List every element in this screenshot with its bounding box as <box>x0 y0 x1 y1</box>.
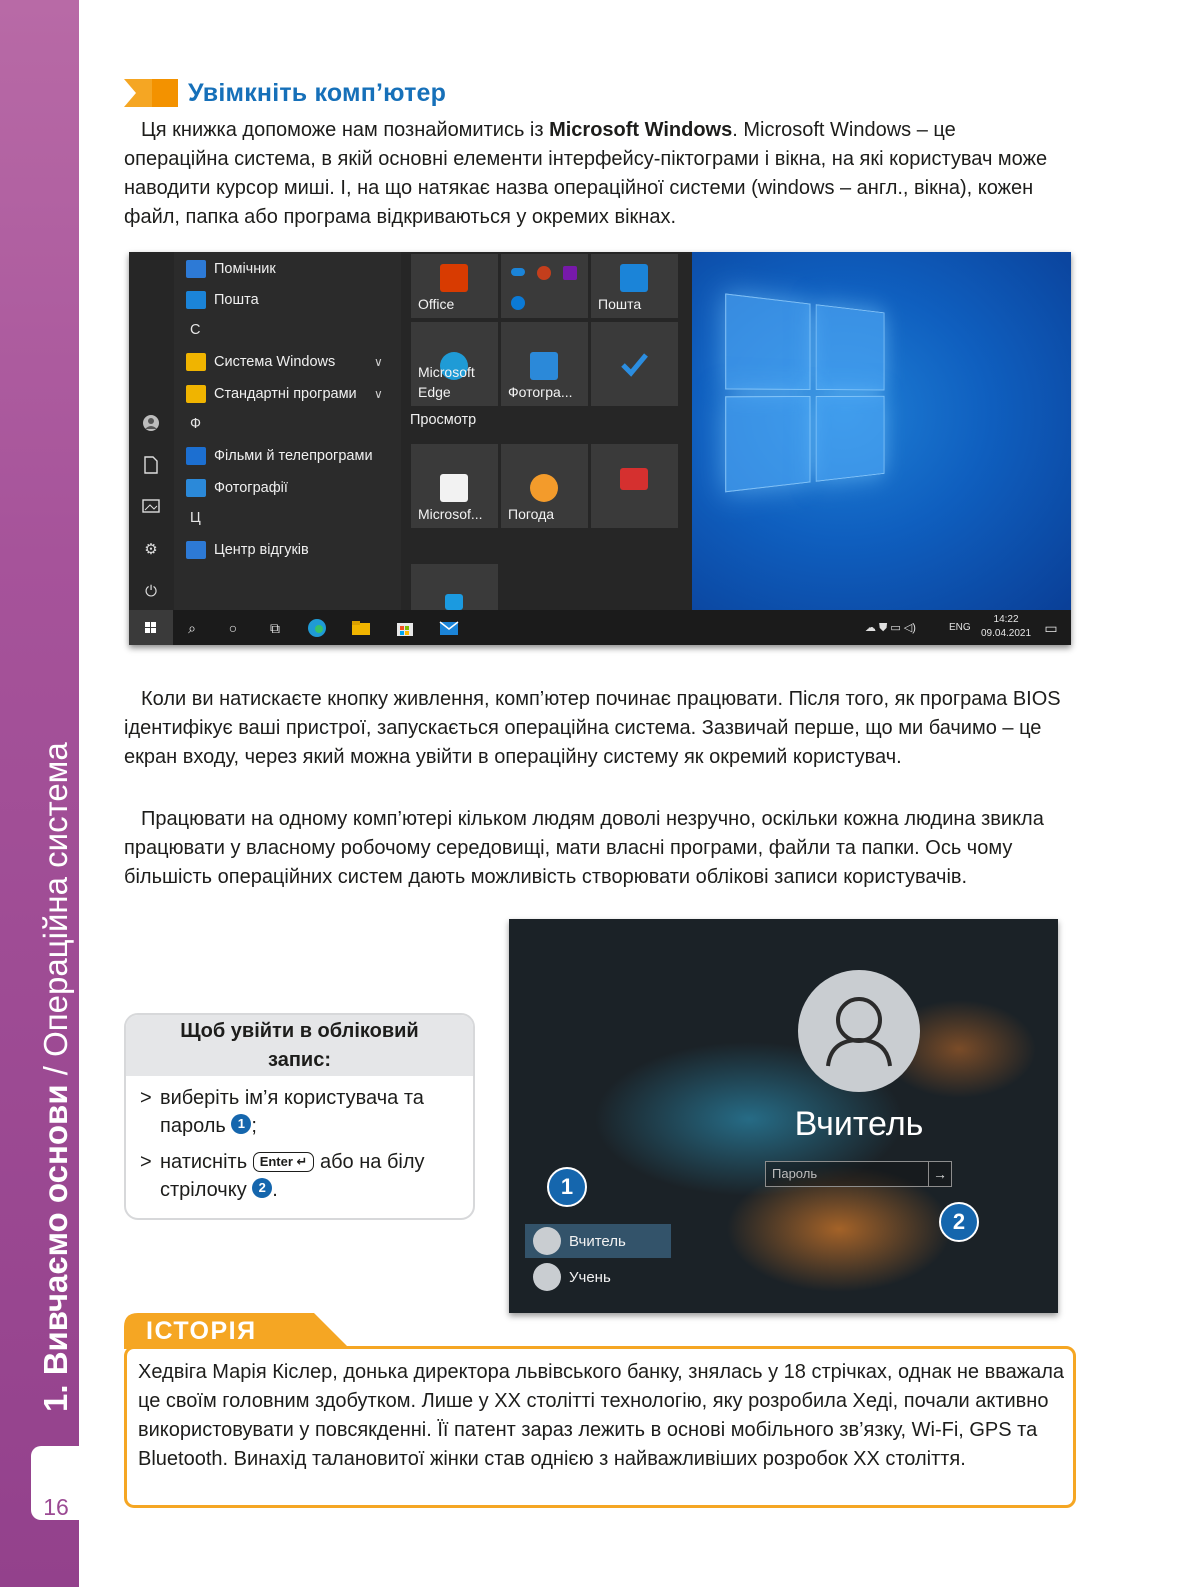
app-icon <box>445 594 463 610</box>
app-label: Фільми й телепрограми <box>214 448 373 464</box>
power-icon[interactable]: ⏻ <box>145 583 157 600</box>
start-button[interactable] <box>129 610 173 645</box>
user-label: Вчитель <box>569 1232 626 1250</box>
app-item-feedback[interactable] <box>186 538 309 562</box>
office-icon <box>440 264 468 292</box>
intro-paragraph <box>124 116 1064 232</box>
pictures-icon[interactable] <box>141 498 161 518</box>
tile-mail[interactable] <box>591 254 678 318</box>
chapter-title-rest: / Операційна система <box>37 742 74 1085</box>
skype-icon <box>511 296 525 310</box>
app-label: Помічник <box>214 261 276 277</box>
folder-icon <box>186 353 206 371</box>
chapter-title <box>36 742 76 1412</box>
step-1-badge: 1 <box>231 1114 251 1134</box>
app-label: Стандартні програми <box>214 386 357 402</box>
news-icon <box>620 468 648 490</box>
mail-icon <box>186 291 206 309</box>
history-text: Хедвіга Марія Кіслер, донька директора львівського банку, знялась у 18 стрічках, однак не вважала це своїм головним здобутком. Лише у XX столітті технологію, яку розробила Хеді, почали активно використовувати у повсякденні. Її патент зараз лежить в основі мобільного зв’язку, Wi-Fi, GPS та Bluetooth. Винахід талановитої жінки став однією з найважливіших розробок XX століття. <box>138 1361 1065 1470</box>
instruction-text: або на білу стрілочку <box>160 1151 425 1201</box>
instruction-title: Щоб увійти в обліковий запис: <box>126 1015 473 1078</box>
tile-label: Фотогра... <box>508 384 573 400</box>
user-label: Учень <box>569 1268 611 1286</box>
power-paragraph <box>124 685 1064 772</box>
task-view-icon[interactable]: ⧉ <box>270 620 280 636</box>
instruction-item-2: > натисніть Enter ↵ або на білу стрілочку 2 . <box>140 1151 425 1201</box>
tile-office-apps[interactable] <box>501 254 588 318</box>
section-heading <box>124 76 446 110</box>
step-2-badge: 2 <box>252 1178 272 1198</box>
app-label: Система Windows <box>214 354 336 370</box>
user-avatar-icon <box>533 1227 561 1255</box>
login-user-name: Вчитель <box>794 1105 924 1143</box>
intro-rest: . Microsoft Windows – це операційна система, в якій основні елементи інтерфейсу-піктограми і вікна, на які користувач може наводити курсор миші. І, на що натякає назва операційної системи (windows – англ., вікна), кожен файл, папка або програма відкриваються у окремих вікнах. <box>124 119 1048 228</box>
tile-label: Office <box>418 296 455 312</box>
tile-group-label: Просмотр <box>410 412 477 428</box>
history-label: ІСТОРІЯ <box>146 1317 257 1345</box>
windows-icon <box>129 610 173 645</box>
intro-bold: Microsoft Windows <box>549 119 733 141</box>
folder-icon <box>186 385 206 403</box>
instruction-list <box>126 1078 473 1204</box>
feedback-icon <box>186 541 206 559</box>
app-item-windows-system[interactable] <box>186 350 383 374</box>
clock-date: 09.04.2021 <box>981 628 1032 639</box>
tile-edge[interactable] <box>411 322 498 406</box>
tile-label: Microsoft Edge <box>418 364 475 400</box>
power-text: Коли ви натискаєте кнопку живлення, комп’ютер починає працювати. Після того, як програма BIOS ідентифікує ваші пристрої, запускається операційна система. Зазвичай перше, що ми бачимо – це екран входу, через який можна увійти в операційну систему як окремий користувач. <box>124 688 1061 768</box>
powerpoint-icon <box>537 266 551 280</box>
user-avatar-icon <box>533 1263 561 1291</box>
cortana-icon[interactable]: ○ <box>228 620 238 636</box>
password-field[interactable] <box>765 1161 952 1187</box>
start-menu-screenshot <box>129 252 1071 645</box>
letter-header[interactable]: Ф <box>190 416 202 432</box>
system-tray-icons[interactable]: ☁ ⛊ ▭ ◁) <box>865 622 916 634</box>
user-switch-student[interactable] <box>525 1260 671 1294</box>
tile-photos[interactable] <box>501 322 588 406</box>
tile-label: Погода <box>508 506 555 522</box>
callout-marker-1: 1 <box>547 1167 587 1207</box>
edge-icon[interactable] <box>307 618 327 638</box>
store-icon <box>440 474 468 502</box>
search-icon[interactable]: ⌕ <box>188 620 196 636</box>
clock-time: 14:22 <box>993 614 1019 625</box>
user-switch-teacher[interactable] <box>525 1224 671 1258</box>
onenote-icon <box>563 266 577 280</box>
checkmark-icon <box>620 350 648 378</box>
tile-label: Пошта <box>598 296 642 312</box>
chapter-title-bold: 1. Вивчаємо основи <box>37 1084 74 1412</box>
windows-logo-wallpaper <box>725 293 886 494</box>
instruction-text: натисніть <box>160 1151 253 1173</box>
tile-office[interactable] <box>411 254 498 318</box>
user-icon[interactable] <box>141 414 161 434</box>
instruction-text: виберіть ім’я користувача та пароль <box>160 1087 424 1137</box>
letter-header[interactable]: С <box>190 322 201 338</box>
section-title: Увімкніть комп’ютер <box>188 78 447 107</box>
mail-icon <box>620 264 648 292</box>
letter-header[interactable]: Ц <box>190 510 201 526</box>
instruction-box <box>124 1013 475 1220</box>
enter-key-icon: Enter ↵ <box>253 1152 315 1172</box>
user-avatar-large <box>798 970 920 1092</box>
callout-marker-2: 2 <box>939 1202 979 1242</box>
password-placeholder: Пароль <box>772 1166 818 1181</box>
accounts-paragraph <box>124 805 1069 892</box>
app-item-mail[interactable] <box>186 288 259 312</box>
heading-flag-icon <box>124 79 182 107</box>
store-icon[interactable] <box>395 618 415 638</box>
chevron-down-icon: ∨ <box>374 387 383 401</box>
weather-icon <box>530 474 558 502</box>
app-label: Пошта <box>214 292 259 308</box>
language-indicator[interactable]: ENG <box>949 622 971 633</box>
clock[interactable] <box>981 613 1031 641</box>
movies-icon <box>186 447 206 465</box>
app-item-accessories[interactable] <box>186 382 383 406</box>
taskbar <box>129 610 1071 645</box>
settings-icon[interactable]: ⚙ <box>144 541 158 558</box>
photos-icon <box>186 479 206 497</box>
tile-weather[interactable] <box>501 444 588 528</box>
assistant-icon <box>186 260 206 278</box>
onedrive-icon <box>511 268 525 276</box>
documents-icon[interactable] <box>141 456 161 476</box>
tile-todo[interactable] <box>591 322 678 406</box>
tile-label: Microsof... <box>418 506 483 522</box>
file-explorer-icon[interactable] <box>351 618 371 638</box>
login-screenshot <box>509 919 1058 1313</box>
app-label: Центр відгуків <box>214 542 309 558</box>
app-list <box>174 252 401 610</box>
app-item-assistant[interactable] <box>186 257 276 281</box>
tile-store[interactable] <box>411 444 498 528</box>
notifications-icon[interactable]: ▭ <box>1044 620 1058 636</box>
submit-arrow-icon[interactable]: → <box>928 1162 951 1186</box>
punctuation: . <box>272 1179 278 1201</box>
mail-icon[interactable] <box>439 618 459 638</box>
tile-partial[interactable] <box>411 564 498 610</box>
app-item-photos[interactable] <box>186 476 288 500</box>
tile-area <box>401 252 692 610</box>
start-rail <box>129 252 174 610</box>
accounts-text: Працювати на одному комп’ютері кільком людям доволі незручно, оскільки кожна людина звикла працювати у власному робочому середовищі, мати власні програми, файли та папки. Ось чому більшість операційних систем дають можливість створювати облікові записи користувачів. <box>124 808 1044 888</box>
app-item-movies[interactable] <box>186 444 373 468</box>
tile-news[interactable] <box>591 444 678 528</box>
intro-prefix: Ця книжка допоможе нам познайомитись із <box>141 119 550 141</box>
app-label: Фотографії <box>214 480 288 496</box>
punctuation: ; <box>251 1115 257 1137</box>
instruction-item-1: > виберіть ім’я користувача та пароль 1 ; <box>140 1087 424 1137</box>
photos-icon <box>530 352 558 380</box>
page-number: 16 <box>43 1494 69 1520</box>
chevron-down-icon: ∨ <box>374 355 383 369</box>
